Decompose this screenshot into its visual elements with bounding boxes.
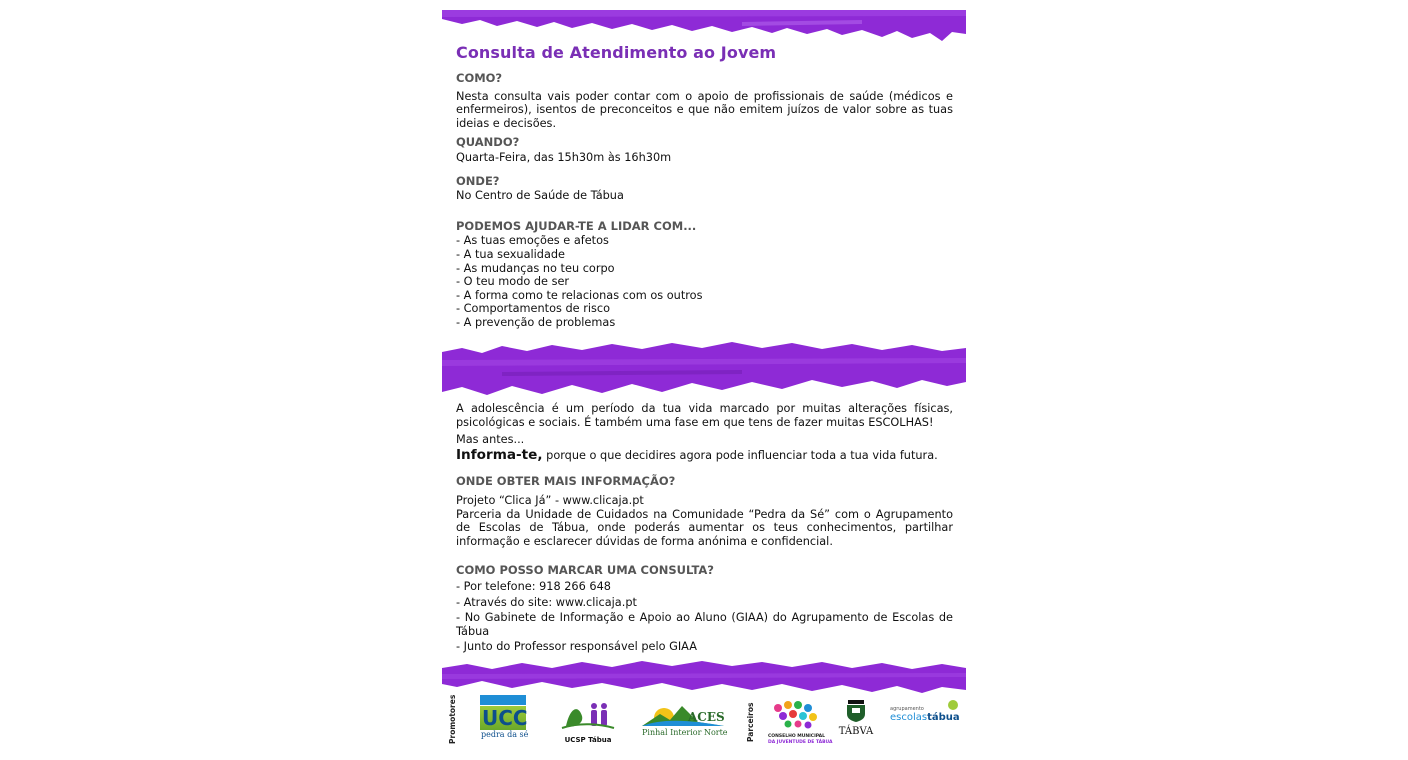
list-item: - Junto do Professor responsável pelo GIAA — [456, 640, 697, 654]
ucsp-name: UCSP Tábua — [564, 736, 612, 744]
aces-name: ACES — [688, 710, 725, 724]
escolas-badge-icon — [948, 700, 958, 710]
marcar-heading: COMO POSSO MARCAR UMA CONSULTA? — [456, 563, 714, 578]
conselho-dots-icon — [768, 700, 822, 730]
mas-antes-text: Mas antes... — [456, 433, 525, 447]
ucc-logo — [480, 695, 529, 745]
list-item: - Por telefone: 918 266 648 — [456, 579, 611, 593]
tabua-crest-icon — [836, 698, 876, 722]
marcar-list — [456, 580, 953, 654]
list-item: - Comportamentos de risco — [456, 302, 610, 316]
escolas-name2: tábua — [927, 712, 960, 723]
bottom-brush-band — [442, 660, 966, 694]
informa-rest: porque o que decidires agora pode influenciar toda a tua vida futura. — [542, 448, 938, 462]
footer-logos — [442, 692, 966, 752]
list-item: - A tua sexualidade — [456, 247, 565, 261]
page-title: Consulta de Atendimento ao Jovem — [456, 43, 777, 62]
ucc-big: UCC — [482, 706, 528, 730]
list-item: - A prevenção de problemas — [456, 315, 616, 329]
info-project-line: Projeto “Clica Já” - www.clicaja.pt — [456, 493, 644, 507]
onde-text: No Centro de Saúde de Tábua — [456, 189, 624, 203]
escolas-logo — [890, 706, 962, 736]
quando-text: Quarta-Feira, das 15h30m às 16h30m — [456, 150, 672, 164]
list-item: - As mudanças no teu corpo — [456, 261, 615, 275]
ajudar-list — [456, 234, 953, 329]
tabua-name: TÁBVA — [838, 726, 874, 737]
conselho-logo — [768, 700, 833, 745]
list-item: - O teu modo de ser — [456, 275, 570, 289]
list-item: - Através do site: www.clicaja.pt — [456, 595, 637, 609]
middle-brush-band — [442, 340, 966, 398]
ucsp-logo — [560, 698, 616, 744]
conselho-line2: DA JUVENTUDE DE TÁBUA — [768, 740, 833, 745]
como-text: Nesta consulta vais poder contar com o apoio de profissionais de saúde (médicos e enfermeiros), isentos de preconceitos e que não emitem juízos de valor sobre as tuas ideias e decisões. — [456, 89, 953, 130]
top-brush-band — [442, 8, 966, 44]
informa-line — [456, 446, 953, 463]
parceiros-label: Parceiros — [746, 702, 755, 742]
aces-logo — [642, 700, 728, 744]
list-item: - As tuas emoções e afetos — [456, 234, 609, 248]
info-heading: ONDE OBTER MAIS INFORMAÇÃO? — [456, 474, 676, 489]
onde-heading: ONDE? — [456, 173, 500, 188]
lower-content — [456, 402, 953, 654]
como-heading: COMO? — [456, 71, 503, 85]
upper-content — [456, 72, 953, 330]
escolas-name1: escolas — [890, 712, 928, 723]
info-text: Parceria da Unidade de Cuidados na Comunidade “Pedra da Sé” com o Agrupamento de Escolas de Tábua, onde poderás aumentar os teus conhecimentos, partilhar informação e esclarecer dúvidas de forma anónima e confidencial. — [456, 507, 953, 548]
ucc-small: pedra da sé — [481, 730, 529, 739]
list-item: - No Gabinete de Informação e Apoio ao Aluno (GIAA) do Agrupamento de Escolas de Tábua — [456, 611, 953, 638]
escolas-wordmark — [890, 712, 962, 723]
conselho-line1: CONSELHO MUNICIPAL — [768, 734, 826, 739]
list-item: - A forma como te relacionas com os outros — [456, 288, 703, 302]
informa-emphasis: Informa-te, — [456, 446, 543, 463]
aces-sub: Pinhal Interior Norte — [642, 728, 728, 737]
promotores-label: Promotores — [448, 694, 457, 744]
adolescencia-text: A adolescência é um período da tua vida marcado por muitas alterações físicas, psicológicas e sociais. É também uma fase em que tens de fazer muitas ESCOLHAS! — [456, 402, 953, 429]
quando-heading: QUANDO? — [456, 135, 520, 150]
ucsp-figures-icon — [560, 698, 616, 732]
flyer-page — [442, 6, 966, 756]
ajudar-heading: PODEMOS AJUDAR-TE A LIDAR COM... — [456, 218, 697, 233]
tabua-logo — [836, 698, 876, 744]
escolas-pre: agrupamento — [890, 706, 924, 712]
